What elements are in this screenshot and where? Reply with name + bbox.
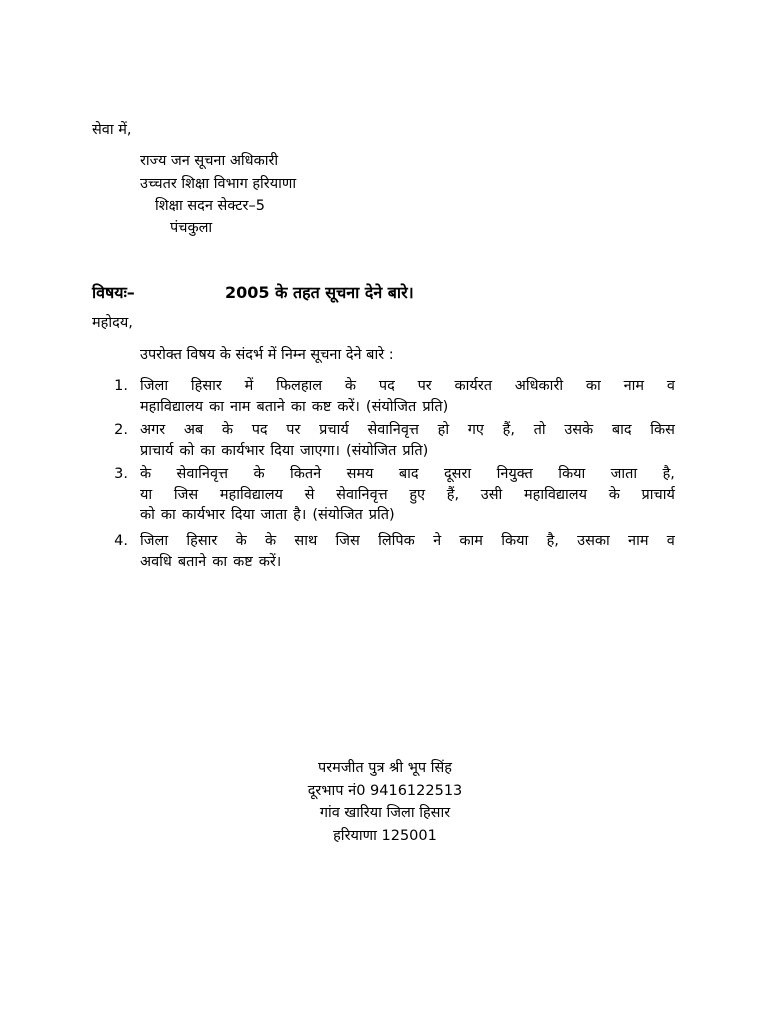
word: उसका [577, 533, 610, 549]
word: ने [433, 533, 442, 549]
list-item-line [140, 398, 675, 419]
word: प्रति) [368, 507, 395, 523]
word: महाविद्यालय [219, 486, 283, 503]
word: का [585, 378, 601, 394]
word: बाद [611, 422, 632, 438]
word: कार्यभार [181, 507, 225, 523]
list-item-text [140, 465, 675, 527]
word: हैं, [446, 486, 460, 503]
word: हुए [409, 486, 426, 503]
word: का [160, 507, 176, 523]
word: अगर [140, 422, 166, 438]
word: पर [286, 422, 301, 438]
list-item-text [140, 377, 675, 418]
word: उसी [480, 486, 503, 503]
list-item-number: 2. [114, 422, 128, 438]
word: जिला [140, 533, 169, 549]
word: जाता [260, 507, 288, 523]
list-item-line [140, 377, 675, 398]
word: से [304, 486, 315, 503]
salutation: सेवा में, [92, 122, 132, 138]
word: फिलहाल [276, 378, 323, 394]
word: हिसार [186, 533, 218, 549]
list-item-number: 4. [114, 533, 128, 549]
word: कष्ट [233, 553, 253, 570]
word: नाम [628, 533, 649, 549]
intro-paragraph: उपरोक्त विषय के संदर्भ में निम्न सूचना देने बारे : [140, 347, 394, 363]
list-item-number: 1. [114, 378, 128, 394]
word: पद [378, 378, 395, 394]
sender-phone: दूरभाप नं0 9416122513 [307, 782, 463, 799]
sender-state-pin: हरियाणा 125001 [333, 827, 437, 844]
list-item-line [140, 442, 675, 463]
word: तो [533, 422, 546, 438]
word: के [140, 466, 152, 482]
word: पर [417, 378, 432, 394]
address-line-sector: शिक्षा सदन सेक्टर–5 [155, 198, 265, 214]
word: प्रचार्य [319, 422, 349, 438]
word: जिला [140, 378, 169, 394]
word: काम [459, 533, 483, 549]
word: कितने [289, 466, 322, 482]
subject-text: 2005 के तहत सूचना देने बारे। [225, 283, 414, 302]
word: प्रति) [402, 442, 429, 459]
address-line-department: उच्चतर शिक्षा विभाग हरियाणा [140, 176, 297, 192]
word: सेवानिवृत्त [176, 466, 229, 482]
word: के [265, 533, 277, 549]
word: हो [437, 422, 450, 438]
word: है। [293, 507, 307, 523]
word: बताने [256, 398, 285, 415]
word: बाद [398, 466, 419, 482]
word: है, [662, 466, 675, 482]
word: का [212, 553, 228, 570]
word: (संयोजित [365, 398, 417, 415]
word: अब [183, 422, 204, 438]
word: नियुक्त [496, 466, 533, 482]
word: को [140, 507, 155, 523]
word: लिपिक [378, 533, 415, 549]
word: दिया [231, 507, 255, 523]
word: उसके [564, 422, 594, 438]
word: कार्यरत [454, 378, 493, 394]
word: (संयोजित [312, 507, 363, 523]
list-item-line [140, 506, 675, 527]
word: हैं, [502, 422, 515, 438]
word: या [140, 486, 153, 503]
word: व [666, 378, 675, 394]
list-item-text [140, 421, 675, 462]
word: में [244, 378, 254, 394]
word: कार्यभार [221, 442, 265, 459]
word: के [235, 533, 247, 549]
word: के [221, 422, 234, 438]
word: हिसार [190, 378, 222, 394]
word: अधिकारी [514, 378, 564, 394]
word: प्राचार्य [140, 442, 174, 459]
list-item-line [140, 421, 675, 442]
word: व [666, 533, 675, 549]
word: किस [650, 422, 675, 438]
sender-name: परमजीत पुत्र श्री भूप सिंह [317, 760, 452, 776]
word: प्रति) [422, 398, 449, 415]
word: नाम [623, 378, 645, 394]
word: समय [346, 466, 374, 482]
word: अवधि [140, 553, 172, 570]
word: कष्ट [311, 398, 332, 415]
word: बताने [177, 553, 207, 570]
word: के [253, 466, 265, 482]
word: जिस [335, 533, 360, 549]
word: करें। [258, 553, 282, 570]
word: (संयोजित [345, 442, 397, 459]
word: साथ [294, 533, 318, 549]
word: किया [558, 466, 586, 482]
word: सेवानिवृत्त [367, 422, 419, 438]
word: पद [251, 422, 268, 438]
word: महाविद्यालय [523, 486, 588, 503]
signature-block [270, 759, 500, 849]
list-item-line [140, 465, 675, 486]
word: दूसरा [443, 466, 472, 482]
word: को [179, 442, 195, 459]
word: जाएगा। [300, 442, 340, 459]
list-item-line [140, 553, 675, 574]
list-item-line [140, 486, 675, 507]
word: प्राचार्य [641, 486, 675, 503]
address-line-city: पंचकुला [170, 220, 213, 236]
word: के [344, 378, 357, 394]
list-item-line [140, 532, 675, 553]
word: जिस [173, 486, 199, 503]
subject-label: विषयः– [92, 283, 135, 302]
address-line-officer: राज्य जन सूचना अधिकारी [140, 153, 279, 169]
word: सेवानिवृत्त [336, 486, 388, 503]
sender-village: गांव खारिया जिला हिसार [319, 805, 451, 821]
list-item-number: 3. [114, 466, 128, 482]
word: जाता [610, 466, 638, 482]
word: महाविद्यालय [140, 398, 204, 415]
word: नाम [229, 398, 251, 415]
word: के [608, 486, 620, 503]
word: है, [546, 533, 559, 549]
word: दिया [270, 442, 295, 459]
word: गए [467, 422, 484, 438]
greeting: महोदय, [92, 315, 133, 331]
word: करें। [337, 398, 360, 415]
word: का [200, 442, 216, 459]
word: का [209, 398, 224, 415]
word: किया [501, 533, 529, 549]
list-item-text [140, 532, 675, 573]
word: का [290, 398, 306, 415]
